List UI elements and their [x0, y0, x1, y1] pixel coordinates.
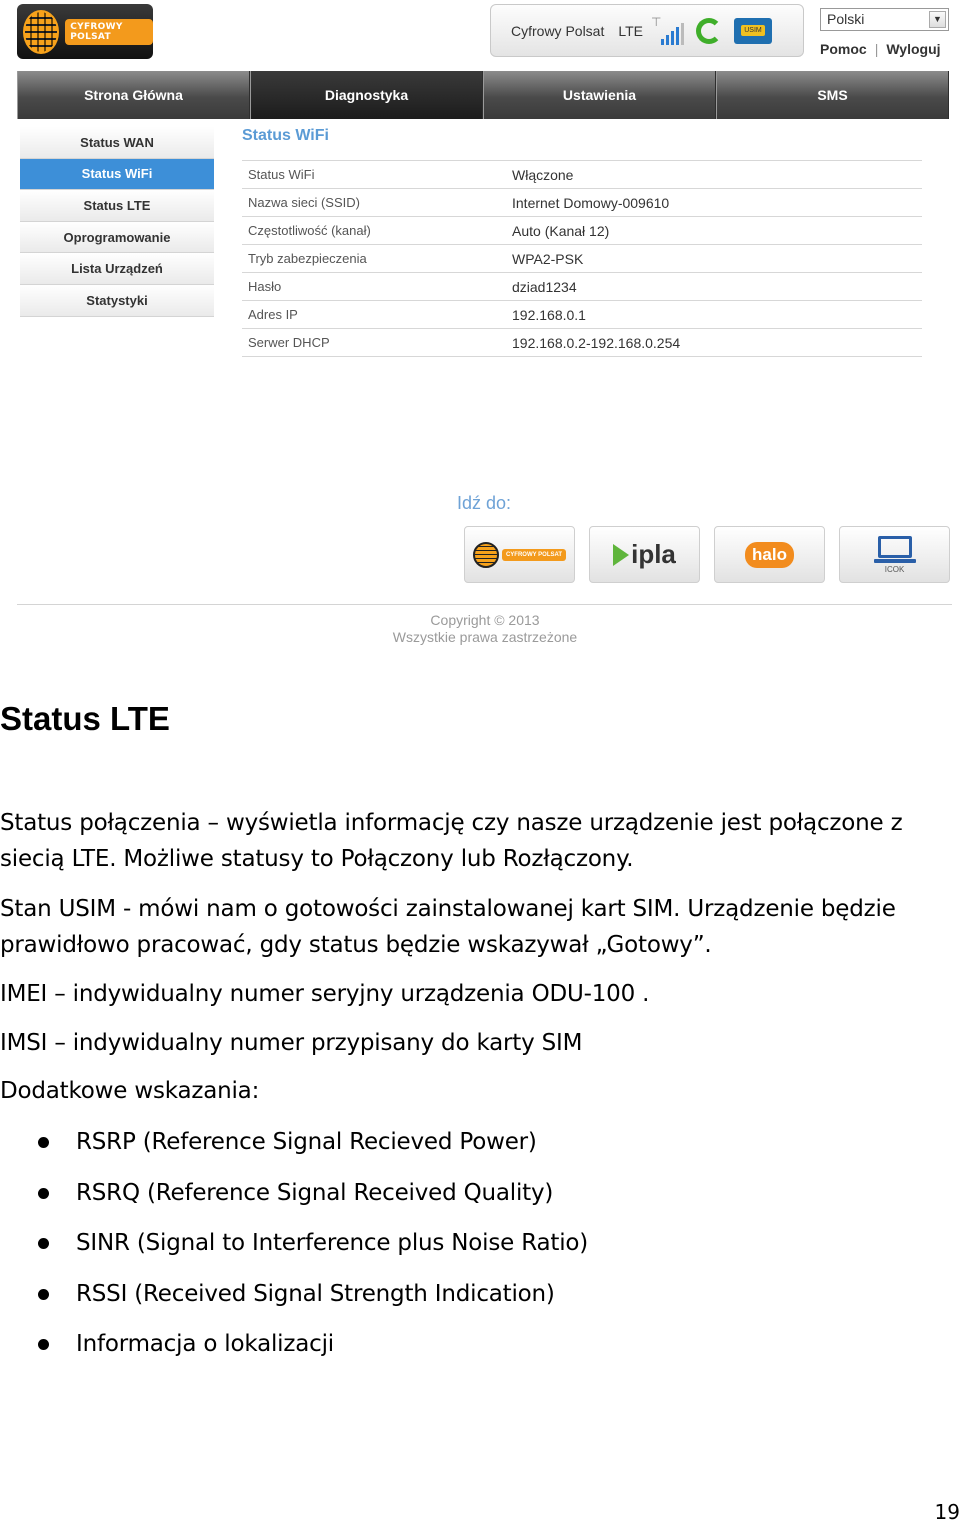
logout-link[interactable]: Wyloguj	[886, 41, 941, 57]
paragraph-imei: IMEI – indywidualny numer seryjny urządzenia ODU-100 .	[0, 981, 650, 1007]
page-number: 19	[934, 1500, 960, 1522]
main-nav	[17, 71, 949, 119]
icok-label: ICOK	[884, 564, 905, 574]
tab-sms[interactable]: SMS	[716, 71, 949, 119]
help-link[interactable]: Pomoc	[820, 41, 867, 57]
row-value: 192.168.0.1	[512, 306, 586, 323]
tab-strona-glowna[interactable]: Strona Główna	[17, 71, 250, 119]
laptop-icon	[878, 536, 912, 558]
bullet-icon	[38, 1289, 49, 1300]
table-row	[242, 329, 922, 357]
sidebar-item-status-lte[interactable]: Status LTE	[20, 190, 214, 222]
list-item: RSSI (Received Signal Strength Indication)	[0, 1273, 960, 1324]
paragraph-dodatkowe: Dodatkowe wskazania:	[0, 1078, 260, 1104]
sidebar-item-status-wifi[interactable]: Status WiFi	[20, 159, 214, 191]
globe-icon	[473, 542, 499, 568]
row-value: dziad1234	[512, 278, 577, 295]
table-row	[242, 273, 922, 301]
mini-logo-text: CYFROWY POLSAT	[502, 549, 566, 561]
connection-status-box	[490, 4, 804, 57]
goto-label: Idź do:	[457, 493, 512, 513]
chevron-down-icon[interactable]: ▼	[929, 11, 946, 28]
section-heading: Status LTE	[0, 700, 170, 737]
logo-text: CYFROWY POLSAT	[65, 19, 153, 45]
bullet-icon	[38, 1238, 49, 1249]
sidebar-item-status-wan[interactable]: Status WAN	[20, 127, 214, 159]
table-row	[242, 161, 922, 189]
copyright-line-2: Wszystkie prawa zastrzeżone	[392, 629, 578, 645]
tab-ustawienia[interactable]: Ustawienia	[483, 71, 716, 119]
halo-label: halo	[745, 542, 794, 568]
table-row	[242, 245, 922, 273]
refresh-icon[interactable]	[696, 18, 722, 44]
row-label: Nazwa sieci (SSID)	[248, 195, 360, 210]
paragraph-imsi: IMSI – indywidualny numer przypisany do karty SIM	[0, 1030, 583, 1056]
row-label: Częstotliwość (kanał)	[248, 223, 371, 238]
table-row	[242, 217, 922, 245]
row-label: Hasło	[248, 279, 282, 294]
bullet-icon	[38, 1188, 49, 1199]
list-item: RSRQ (Reference Signal Received Quality)	[0, 1172, 960, 1223]
top-links: Pomoc | Wyloguj	[820, 41, 941, 57]
table-row	[242, 301, 922, 329]
tab-diagnostyka[interactable]: Diagnostyka	[250, 71, 483, 119]
sidebar-item-statystyki[interactable]: Statystyki	[20, 285, 214, 317]
quick-link-ipla[interactable]	[589, 526, 700, 583]
signal-strength-icon: ⊤	[655, 17, 684, 45]
cyfrowy-polsat-logo[interactable]	[17, 4, 153, 59]
network-type-label: LTE	[618, 22, 643, 39]
bullet-list	[0, 1121, 960, 1374]
row-value: Włączone	[512, 166, 574, 183]
bullet-icon	[38, 1339, 49, 1350]
row-value: 192.168.0.2-192.168.0.254	[512, 334, 681, 351]
sidebar	[20, 127, 214, 317]
operator-label: Cyfrowy Polsat	[511, 22, 605, 39]
sidebar-item-oprogramowanie[interactable]: Oprogramowanie	[20, 222, 214, 254]
divider	[17, 604, 952, 605]
copyright	[385, 612, 585, 646]
row-value: WPA2-PSK	[512, 250, 584, 267]
sidebar-item-lista-urzadzen[interactable]: Lista Urządzeń	[20, 253, 214, 285]
quick-link-icok[interactable]	[839, 526, 950, 583]
usim-card-icon: USIM	[734, 18, 772, 44]
bullet-icon	[38, 1137, 49, 1148]
wifi-status-table	[242, 160, 922, 357]
quick-link-polsat[interactable]	[464, 526, 575, 583]
globe-icon	[23, 10, 59, 54]
row-label: Status WiFi	[248, 167, 315, 182]
paragraph-stan-usim: Stan USIM - mówi nam o gotowości zainstalowanej kart SIM. Urządzenie będzie prawidłowo pracować, gdy status będzie wskazywał „Gotowy”.	[0, 896, 896, 958]
language-select[interactable]	[820, 8, 949, 31]
row-label: Tryb zabezpieczenia	[248, 251, 367, 266]
list-item: Informacja o lokalizacji	[0, 1323, 960, 1374]
paragraph-status-polaczenia: Status połączenia – wyświetla informację czy nasze urządzenie jest połączone z siecią LTE. Możliwe statusy to Połączony lub Rozłączony.	[0, 810, 903, 872]
language-selected: Polski	[827, 11, 865, 27]
table-row	[242, 189, 922, 217]
row-value: Internet Domowy-009610	[512, 194, 670, 211]
ipla-label: ipla	[631, 539, 676, 569]
row-label: Serwer DHCP	[248, 335, 330, 350]
play-icon	[613, 544, 629, 566]
router-screenshot	[0, 0, 960, 660]
row-value: Auto (Kanał 12)	[512, 222, 610, 239]
quick-link-halo[interactable]	[714, 526, 825, 583]
row-label: Adres IP	[248, 307, 298, 322]
list-item: RSRP (Reference Signal Recieved Power)	[0, 1121, 960, 1172]
copyright-line-1: Copyright © 2013	[430, 612, 540, 628]
content-title: Status WiFi	[242, 127, 329, 144]
list-item: SINR (Signal to Interference plus Noise Ratio)	[0, 1222, 960, 1273]
